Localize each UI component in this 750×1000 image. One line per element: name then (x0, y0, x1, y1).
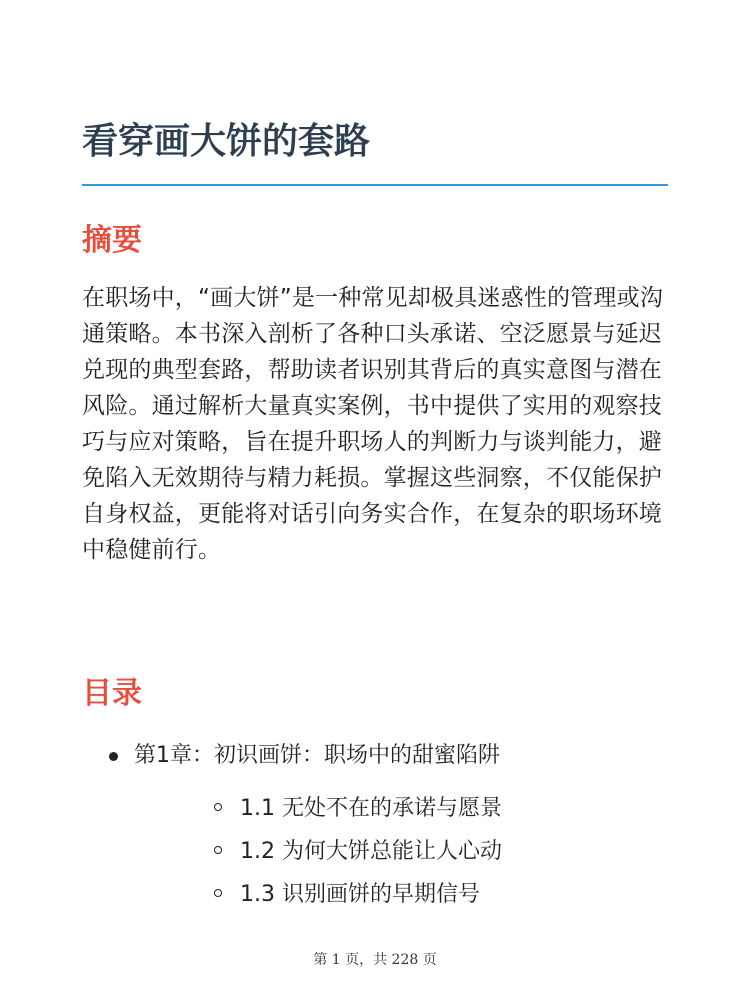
page-number-footer: 第 1 页，共 228 页 (313, 952, 437, 968)
toc-section-label: 1.3 识别画饼的早期信号 (240, 882, 480, 907)
toc-chapter-item[interactable] (82, 735, 672, 916)
toc-chapter-label: 第1章：初识画饼：职场中的甜蜜陷阱 (134, 743, 500, 768)
toc-heading: 目录 (82, 676, 142, 711)
toc-section-label: 1.1 无处不在的承诺与愿景 (240, 796, 502, 821)
toc-section-label: 1.2 为何大饼总能让人心动 (240, 839, 502, 864)
bullet-circle-icon (214, 846, 222, 854)
bullet-disc-icon (109, 752, 118, 761)
toc-section-item[interactable] (134, 830, 672, 873)
bullet-circle-icon (214, 803, 222, 811)
bullet-circle-icon (214, 889, 222, 897)
toc-section-item[interactable] (134, 873, 672, 916)
toc-section-list (134, 787, 672, 916)
toc-section-item[interactable] (134, 787, 672, 830)
toc-list (82, 735, 672, 916)
abstract-paragraph: 在职场中，“画大饼”是一种常见却极具迷惑性的管理或沟通策略。本书深入剖析了各种口头承诺、空泛愿景与延迟兑现的典型套路，帮助读者识别其背后的真实意图与潜在风险。通过解析大量真实案例，书中提供了实用的观察技巧与应对策略，旨在提升职场人的判断力与谈判能力，避免陷入无效期待与精力耗损。掌握这些洞察，不仅能保护自身权益，更能将对话引向务实合作，在复杂的职场环境中稳健前行。 (82, 285, 664, 563)
title-divider (82, 184, 668, 186)
abstract-heading: 摘要 (82, 223, 142, 258)
document-title: 看穿画大饼的套路 (82, 121, 371, 162)
